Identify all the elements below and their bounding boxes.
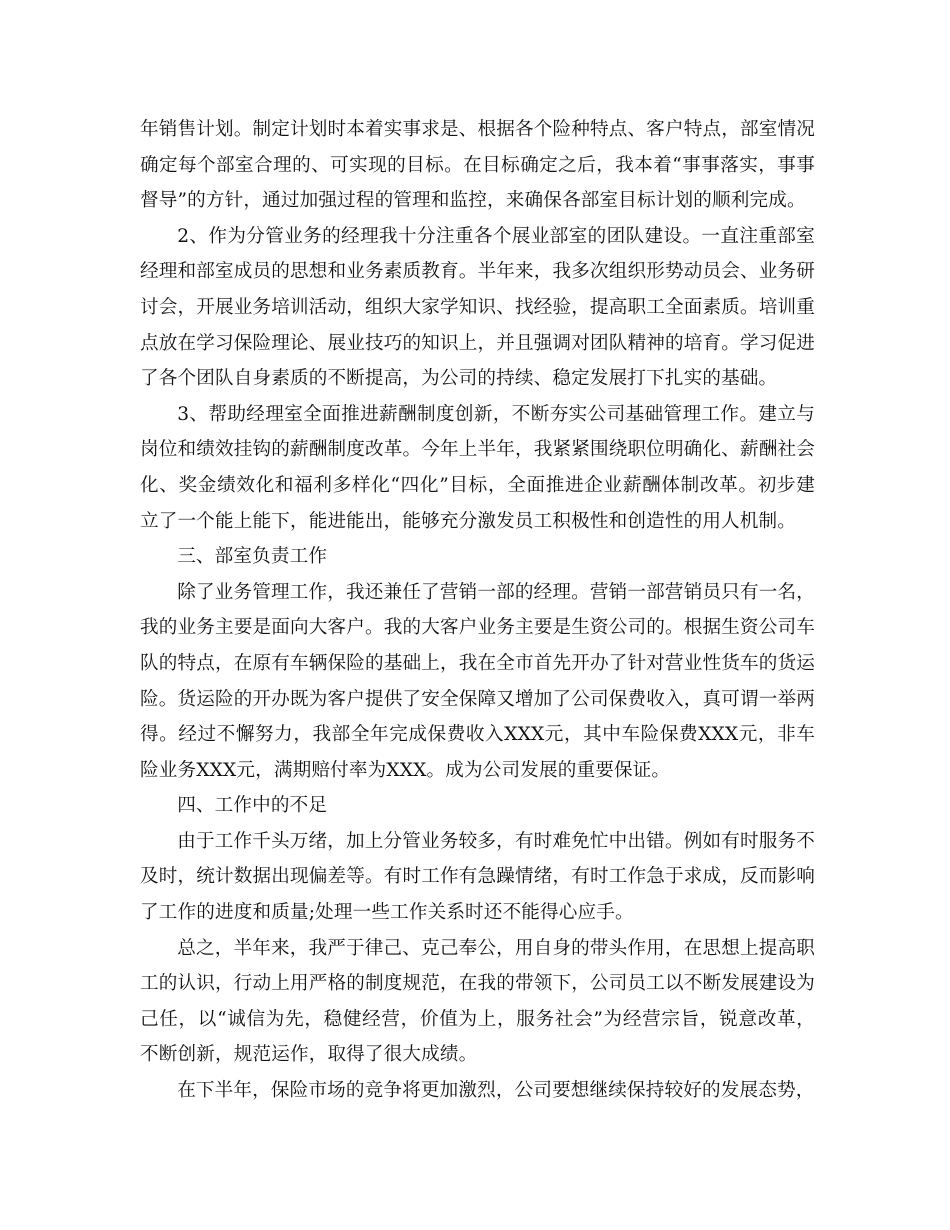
paragraph-department-work: 除了业务管理工作，我还兼任了营销一部的经理。营销一部营销员只有一名，我的业务主要是面向大客户。我的大客户业务主要是生资公司的。根据生资公司车队的特点，在原有车辆保险的基础上，我在全市首先开办了针对营业性货车的货运险。货运险的开办既为客户提供了安全保障又增加了公司保费收入，真可谓一举两得。经过不懈努力，我部全年完成保费收入XXX元，其中车险保费XXX元，非车险业务XXX元，满期赔付率为XXX。成为公司发展的重要保证。 (140, 581, 815, 781)
section-heading-department-work: 三、部室负责工作 (177, 546, 328, 568)
paragraph-shortcomings: 由于工作千头万绪，加上分管业务较多，有时难免忙中出错。例如有时服务不及时，统计数据出现偏差等。有时工作有急躁情绪，有时工作急于求成，反而影响了工作的进度和质量;处理一些工作关系时还不能得心应手。 (140, 830, 815, 924)
paragraph-team-building: 2、作为分管业务的经理我十分注重各个展业部室的团队建设。一直注重部室经理和部室成员的思想和业务素质教育。半年来，我多次组织形势动员会、业务研讨会，开展业务培训活动，组织大家学知识、找经验，提高职工全面素质。培训重点放在学习保险理论、展业技巧的知识上，并且强调对团队精神的培育。学习促进了各个团队自身素质的不断提高，为公司的持续、稳定发展打下扎实的基础。 (140, 225, 815, 390)
paragraph-summary: 总之，半年来，我严于律己、克己奉公，用自身的带头作用，在思想上提高职工的认识，行动上用严格的制度规范，在我的带领下，公司员工以不断发展建设为己任，以“诚信为先，稳健经营，价值为上，服务社会”为经营宗旨，锐意改革，不断创新，规范运作，取得了很大成绩。 (140, 937, 815, 1066)
section-heading-shortcomings: 四、工作中的不足 (177, 795, 328, 817)
document-body (140, 112, 815, 1109)
paragraph-sales-plan-continued: 年销售计划。制定计划时本着实事求是、根据各个险种特点、客户特点，部室情况确定每个部室合理的、可实现的目标。在目标确定之后，我本着“事事落实，事事督导”的方针，通过加强过程的管理和监控，来确保各部室目标计划的顺利完成。 (140, 119, 815, 212)
paragraph-salary-reform: 3、帮助经理室全面推进薪酬制度创新，不断夯实公司基础管理工作。建立与岗位和绩效挂钩的薪酬制度改革。今年上半年，我紧紧围绕职位明确化、薪酬社会化、奖金绩效化和福利多样化“四化”目标，全面推进企业薪酬体制改革。初步建立了一个能上能下，能进能出，能够充分激发员工积极性和创造性的用人机制。 (140, 403, 815, 532)
paragraph-second-half-outlook: 在下半年，保险市场的竞争将更加激烈，公司要想继续保持较好的发展态势， (177, 1080, 815, 1102)
